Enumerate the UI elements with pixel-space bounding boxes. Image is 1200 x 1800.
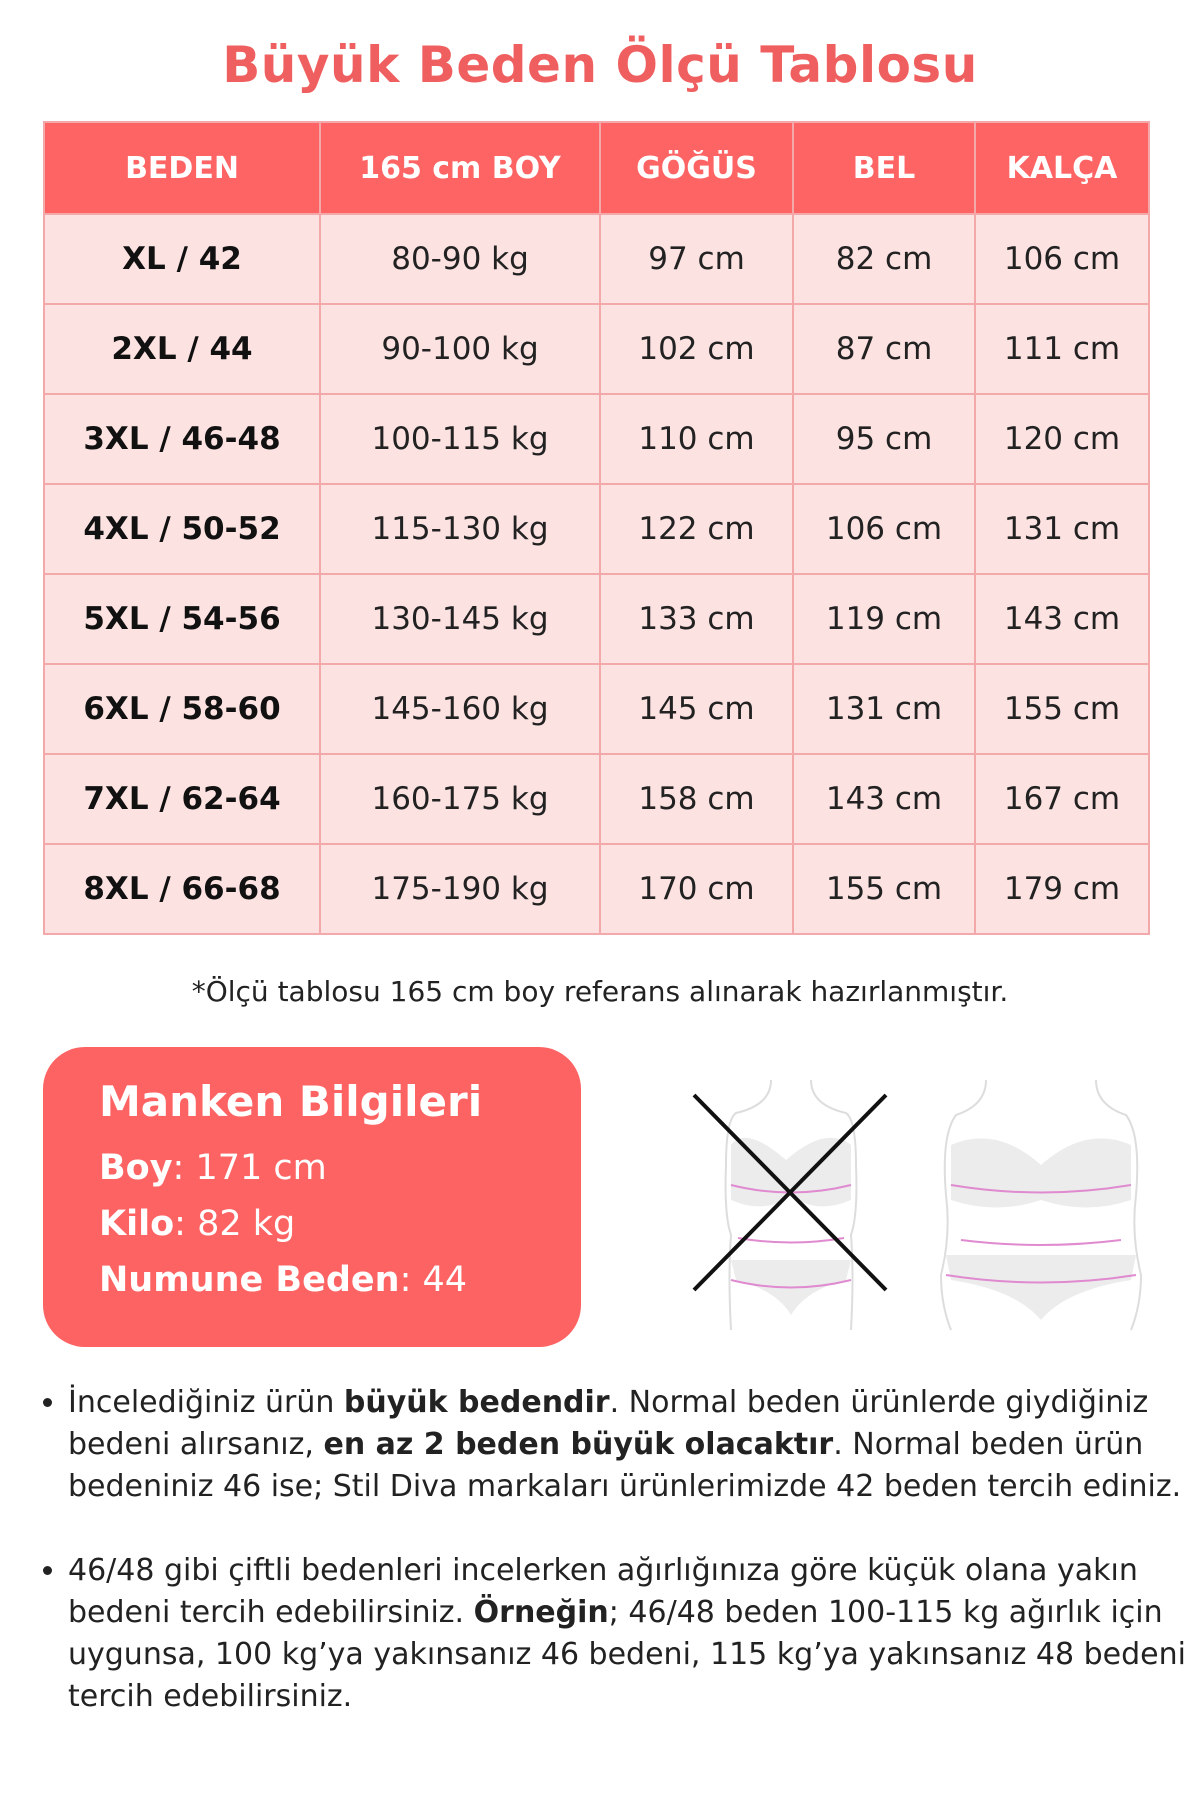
table-row: [44, 214, 1149, 304]
size-table: [43, 121, 1150, 935]
body-shape-wrong-figure: [726, 1080, 857, 1330]
chest-cell: 133 cm: [600, 574, 793, 664]
waist-cell: 131 cm: [793, 664, 975, 754]
table-row: [44, 844, 1149, 934]
hip-cell: 120 cm: [975, 394, 1149, 484]
hip-cell: 167 cm: [975, 754, 1149, 844]
size-cell: 5XL / 54-56: [44, 574, 320, 664]
chest-cell: 158 cm: [600, 754, 793, 844]
value: : 44: [399, 1260, 468, 1300]
bold-text: Örneğin: [473, 1595, 609, 1630]
size-cell: 3XL / 46-48: [44, 394, 320, 484]
bullet-item: [68, 1382, 1200, 1508]
weight-cell: 160-175 kg: [320, 754, 600, 844]
waist-cell: 82 cm: [793, 214, 975, 304]
hip-cell: 143 cm: [975, 574, 1149, 664]
hip-cell: 155 cm: [975, 664, 1149, 754]
model-weight: [99, 1196, 581, 1252]
header-kalca: KALÇA: [975, 122, 1149, 214]
body-shape-figures: [686, 1075, 1156, 1335]
weight-cell: 175-190 kg: [320, 844, 600, 934]
table-row: [44, 394, 1149, 484]
info-bullets: [30, 1382, 1200, 1760]
size-cell: 4XL / 50-52: [44, 484, 320, 574]
hip-cell: 106 cm: [975, 214, 1149, 304]
header-gogus: GÖĞÜS: [600, 122, 793, 214]
weight-cell: 100-115 kg: [320, 394, 600, 484]
value: : 82 kg: [174, 1204, 296, 1244]
weight-cell: 80-90 kg: [320, 214, 600, 304]
chest-cell: 145 cm: [600, 664, 793, 754]
chest-cell: 110 cm: [600, 394, 793, 484]
value: : 171 cm: [172, 1148, 327, 1188]
text: ; 46/48 beden 100-115 kg ağırlık için uygunsa, 100 kg’ya yakınsanız 46 bedeni, 115 kg’ya yakınsanız 48 bedeni tercih edebilirsiniz.: [68, 1595, 1186, 1714]
waist-cell: 106 cm: [793, 484, 975, 574]
text: . Normal beden ürün bedeniniz 46 ise; Stil Diva markaları ürünlerimizde 42 beden tercih ediniz.: [68, 1427, 1182, 1504]
bold-text: büyük bedendir: [343, 1385, 610, 1420]
label: Kilo: [99, 1204, 175, 1244]
weight-cell: 145-160 kg: [320, 664, 600, 754]
weight-cell: 130-145 kg: [320, 574, 600, 664]
text: 46/48 gibi çiftli bedenleri incelerken ağırlığınıza göre küçük olana yakın bedeni tercih edebilirsiniz.: [68, 1553, 1138, 1630]
header-bel: BEL: [793, 122, 975, 214]
size-cell: 6XL / 58-60: [44, 664, 320, 754]
size-cell: 8XL / 66-68: [44, 844, 320, 934]
table-row: [44, 304, 1149, 394]
weight-cell: 115-130 kg: [320, 484, 600, 574]
table-row: [44, 484, 1149, 574]
waist-cell: 143 cm: [793, 754, 975, 844]
chest-cell: 170 cm: [600, 844, 793, 934]
label: Numune Beden: [99, 1260, 400, 1300]
table-header: [44, 122, 1149, 214]
body-shape-right-figure: [941, 1080, 1141, 1330]
waist-cell: 155 cm: [793, 844, 975, 934]
model-info-card: [43, 1047, 581, 1347]
model-sample-size: [99, 1252, 581, 1308]
size-cell: XL / 42: [44, 214, 320, 304]
text: . Normal beden ürünlerde giydiğiniz bedeni alırsanız,: [68, 1385, 1149, 1462]
text: İncelediğiniz ürün: [68, 1385, 344, 1420]
waist-cell: 119 cm: [793, 574, 975, 664]
bold-text: en az 2 beden büyük olacaktır: [323, 1427, 834, 1462]
chest-cell: 122 cm: [600, 484, 793, 574]
table-note: *Ölçü tablosu 165 cm boy referans alınarak hazırlanmıştır.: [191, 975, 1009, 1008]
model-height: [99, 1140, 581, 1196]
waist-cell: 95 cm: [793, 394, 975, 484]
header-boy: 165 cm BOY: [320, 122, 600, 214]
model-info-title: Manken Bilgileri: [99, 1077, 483, 1126]
table-row: [44, 754, 1149, 844]
size-cell: 7XL / 62-64: [44, 754, 320, 844]
weight-cell: 90-100 kg: [320, 304, 600, 394]
bullet-item: [68, 1550, 1200, 1718]
waist-cell: 87 cm: [793, 304, 975, 394]
table-row: [44, 664, 1149, 754]
hip-cell: 111 cm: [975, 304, 1149, 394]
chest-cell: 102 cm: [600, 304, 793, 394]
hip-cell: 131 cm: [975, 484, 1149, 574]
header-beden: BEDEN: [44, 122, 320, 214]
page-title: Büyük Beden Ölçü Tablosu: [222, 36, 978, 94]
label: Boy: [99, 1148, 173, 1188]
chest-cell: 97 cm: [600, 214, 793, 304]
table-row: [44, 574, 1149, 664]
size-cell: 2XL / 44: [44, 304, 320, 394]
hip-cell: 179 cm: [975, 844, 1149, 934]
